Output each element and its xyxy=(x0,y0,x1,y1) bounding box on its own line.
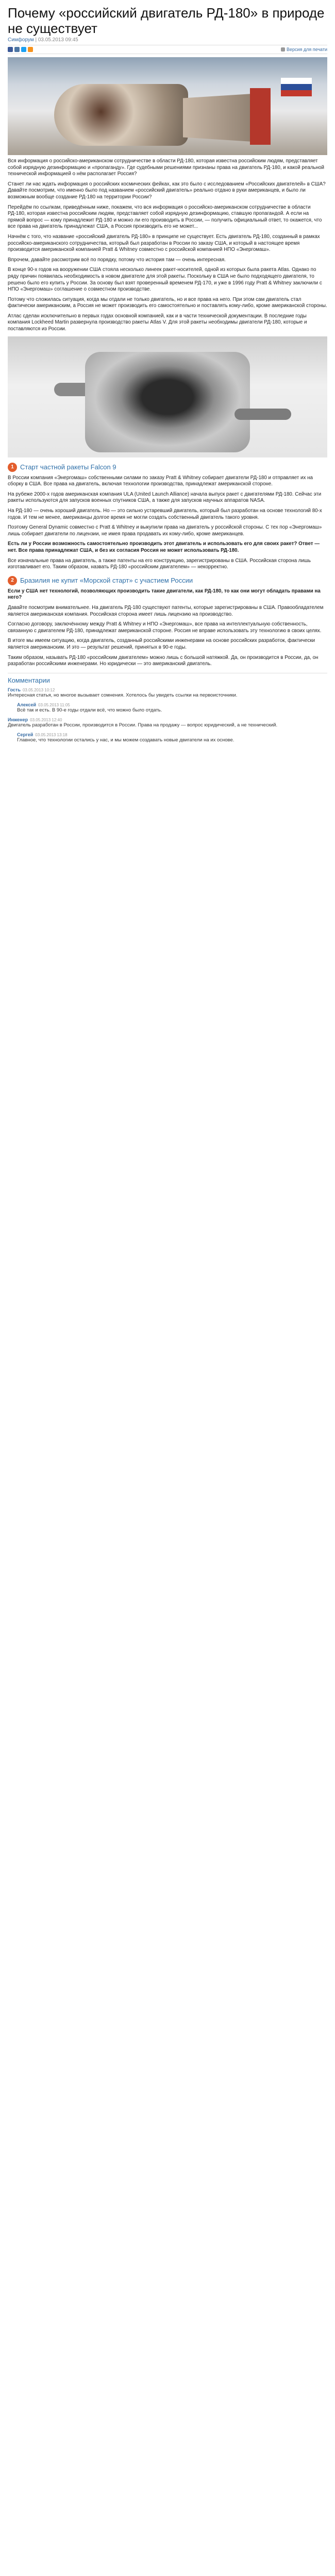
comment-author[interactable]: Гость 03.05.2013 10:12 xyxy=(8,687,55,692)
paragraph-bold: Если у США нет технологий, позволяющих производить такие двигатели, как РД-180, то как они могут обладать правами на него? xyxy=(8,588,321,601)
section-title: Старт частной ракеты Falcon 9 xyxy=(20,463,116,471)
section-number: 1 xyxy=(8,463,17,472)
section-heading-2[interactable] xyxy=(8,576,327,585)
paragraph: В итоге мы имеем ситуацию, когда двигатель, созданный российскими инженерами на основе российских разработок, фактически является американским. И это — результат решений, принятых в 90-е годы. xyxy=(8,638,315,650)
article-body-a xyxy=(8,158,327,253)
pipe2-shape xyxy=(234,409,291,420)
paragraph: Все изначальные права на двигатель, а также патенты на его конструкцию, зарегистрированы в США. Российская сторона лишь изготавливает его. Таким образом, назвать РД-180 «российским двигателем» — некорректно. xyxy=(8,557,311,570)
article-page xyxy=(8,0,327,743)
comment xyxy=(8,687,327,699)
paragraph: Вся информация о российско-американском сотрудничестве в области РД-180, которая известна российским людям, представляет собой изрядную дезинформацию и «пропаганду». Где судебными решениями признаны права на двигатель РД-180, и какой реальной технической информацией о нём располагает Россия? xyxy=(8,158,324,177)
paragraph-bold: Есть ли у России возможность самостоятельно производить этот двигатель и использовать его для своих ракет? Ответ — нет. Все права принадлежат США, и без их согласия Россия не может использовать РД-180. xyxy=(8,541,320,553)
red-stripe xyxy=(250,88,271,145)
comment-author[interactable]: Инженер 03.05.2013 12:40 xyxy=(8,717,62,722)
paragraph: Начнём с того, что название «российский двигатель РД-180» в принципе не существует. Есть двигатель РД-180, созданный в рамках российско-американского сотрудничества, который был разработан в России по заказу США, и который в настоящее время производится американской компанией Pratt & Whitney совместно с российской компанией НПО «Энергомаш». xyxy=(8,233,320,253)
engine-shape xyxy=(54,84,188,146)
section-title: Бразилия не купит «Морской старт» с участием России xyxy=(20,577,193,585)
comment-reply xyxy=(17,732,327,743)
meta-date: 03.05.2013 09:45 xyxy=(38,37,78,43)
flag-shape xyxy=(281,78,312,96)
odnoklassniki-icon[interactable] xyxy=(28,47,33,52)
section-number: 2 xyxy=(8,576,17,585)
paragraph: В конце 90-х годов на вооружении США стояла несколько линеек ракет-носителей, одной из которых была ракета Atlas. Однако по ряду причин появилась необходимость в новом двигателе для этой ракеты. Поскольку в США не было подходящего двигателя, то решено было его купить у России. За основу был взят проверенный временем РД-170, и уже в 1996 году Pratt & Whitney заключили с НПО «Энергомаш» соглашение о совместном производстве. xyxy=(8,267,322,293)
paragraph: На РД-180 — очень хороший двигатель. Но — это сильно устаревший двигатель, который был разработан на основе технологий 80-х годов. И тем не менее, американцы долгое время не могли создать собственный двигатель такого уровня. xyxy=(8,508,322,520)
paragraph: Поэтому General Dynamic совместно с Pratt & Whitney и выкупили права на двигатель у российской стороны. С тех пор «Энергомаш» лишь собирает двигатели по лицензии, не имея права продавать их кому-либо, кроме американцев. xyxy=(8,524,322,537)
comments-section xyxy=(8,673,327,743)
comment-author[interactable]: Сергей 03.05.2013 13:18 xyxy=(17,732,68,737)
comment-text: Всё так и есть. В 90-е годы отдали всё, что можно было отдать. xyxy=(17,707,162,713)
share-toolbar xyxy=(8,45,327,54)
article-meta: Симфорум | 03.05.2013 09:45 xyxy=(8,37,78,43)
article-photo-engine xyxy=(8,57,327,155)
comments-heading-row xyxy=(8,676,327,684)
article-body-b xyxy=(8,257,327,333)
comment-text: Двигатель разработан в России, производится в России. Права на продажу — вопрос юридический, а не технический. xyxy=(8,722,278,728)
paragraph: Атлас сделан исключительно в первых годах основной компанией, как и в части технической документации. В последние годы компания Lockheed Martin развернула производство ракеты Atlas V. Для этой ракеты необходимы двигатели РД-180, которые и поставляются из России. xyxy=(8,313,307,332)
comment-text: Главное, что технологии остались у нас, и мы можем создавать новые двигатели на их основе. xyxy=(17,737,234,743)
article-photo-engine-2 xyxy=(8,336,327,457)
paragraph: Давайте посмотрим внимательнее. На двигатель РД-180 существуют патенты, которые зарегистрированы в США. Правообладателем является американская компания. Российская сторона имеет лишь лицензию на производство. xyxy=(8,604,324,617)
comment-reply xyxy=(17,702,327,714)
social-buttons xyxy=(8,47,33,52)
paragraph: В России компания «Энергомаш» собственными силами по заказу Pratt & Whitney собирает двигатели РД-180 и отправляет их на сборку в США. Все права на двигатель, включая технологии производства, принадлежат американской стороне. xyxy=(8,474,313,487)
meta-tags-link[interactable]: Симфорум xyxy=(8,37,34,43)
article-body-c xyxy=(8,475,327,571)
printer-icon xyxy=(281,47,285,52)
paragraph: Впрочем, давайте рассмотрим всё по порядку, потому что история там — очень интересная. xyxy=(8,257,226,263)
facebook-icon[interactable] xyxy=(8,47,13,52)
paragraph: Станет ли нас ждать информация о российских космических фейках, как это было с исследованием «Российских двигателей» в США? Давайте посмотрим, что именно было под названием «российский двигатель» реально отдано в руки американцев, и было ли возможным вообще создание РД-180 на территории России? xyxy=(8,181,326,200)
comment-author[interactable]: Алексей 03.05.2013 11:05 xyxy=(17,702,70,707)
nozzle-shape xyxy=(183,93,260,142)
paragraph: Потому что сложилась ситуация, когда мы отдали не только двигатель, но и все права на него. При этом сам двигатель стал фактически американским, а Россия не может производить его самостоятельно и поставлять кому-либо, кроме американской стороны. xyxy=(8,296,327,309)
page-title: Почему «российский двигатель РД-180» в природе не существует xyxy=(8,5,325,36)
comment-text: Интересная статья, но многое вызывает сомнения. Хотелось бы увидеть ссылки на первоисточники. xyxy=(8,692,238,698)
paragraph: Таким образом, называть РД-180 «российским двигателем» можно лишь с большой натяжкой. Да, он производится в России, да, он разработан российскими инженерами. Но юридически — это американский двигатель. xyxy=(8,654,319,667)
twitter-icon[interactable] xyxy=(21,47,26,52)
paragraph: Согласно договору, заключённому между Pratt & Whitney и НПО «Энергомаш», все права на интеллектуальную собственность, связанную с двигателем РД-180, принадлежат американской стороне. Россия не вправе использовать эту технологию в своих целях. xyxy=(8,621,322,634)
comments-heading: Комментарии xyxy=(8,676,50,684)
vk-icon[interactable] xyxy=(14,47,20,52)
paragraph: Перейдём по ссылкам, приведённым ниже, покажем, что вся информация о российско-американском сотрудничестве в области РД-180, которая известна российским людям, представляет собой изрядную дезинформацию, ставшую пропагандой. А если на прямой вопрос — кому принадлежит РД-180 и можно ли его производить в России, — получить официальный ответ, то окажется, что все права на двигатель принадлежат США, а Россия производить его не может... xyxy=(8,204,322,230)
comment xyxy=(8,717,327,728)
paragraph: На рубеже 2000-х годов американская компания ULA (United Launch Alliance) начала выпуск ракет с двигателями РД-180. Сейчас эти ракеты используются для запусков военных спутников США, а также для запусков научных аппаратов NASA. xyxy=(8,491,322,504)
engine2-shape xyxy=(85,352,250,452)
article-body-d xyxy=(8,588,327,668)
print-version-link[interactable]: Версия для печати xyxy=(281,47,327,52)
section-heading-1[interactable] xyxy=(8,463,327,472)
